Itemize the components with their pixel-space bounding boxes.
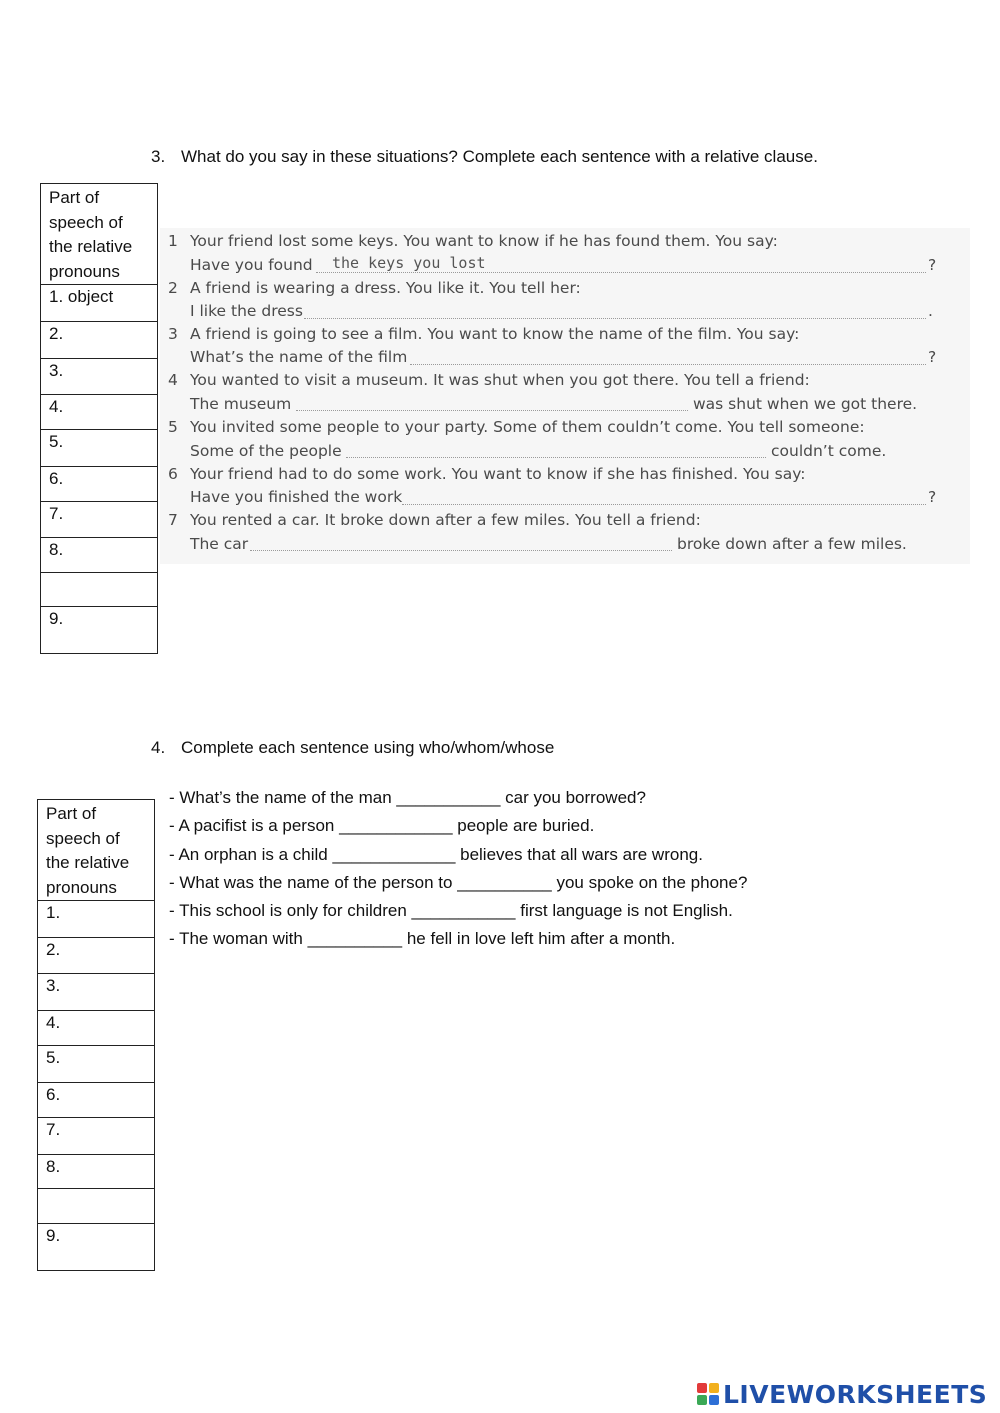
item-number: 7 bbox=[168, 511, 178, 529]
table-header-cell: Part of speech of the relative pronouns bbox=[41, 184, 158, 285]
table-row[interactable]: 1. object bbox=[41, 285, 158, 322]
list-item[interactable]: - What’s the name of the man ___________ car you borrowed? bbox=[169, 788, 646, 807]
table-row[interactable]: 4. bbox=[38, 1011, 155, 1046]
table-row[interactable]: 9. bbox=[41, 607, 158, 654]
exercise-4-heading bbox=[151, 738, 554, 758]
answer-line[interactable] bbox=[346, 457, 766, 458]
table-row[interactable]: 6. bbox=[38, 1083, 155, 1118]
table-row[interactable]: 1. bbox=[38, 901, 155, 938]
item-number: 2 bbox=[168, 279, 178, 297]
item-prefix: The museum bbox=[190, 395, 292, 413]
answer-line[interactable] bbox=[304, 318, 926, 319]
table-header-cell: Part of speech of the relative pronouns bbox=[38, 800, 155, 901]
item-suffix: ? bbox=[928, 348, 937, 366]
item-situation: You rented a car. It broke down after a few miles. You tell a friend: bbox=[190, 511, 701, 529]
table-row[interactable]: 8. bbox=[38, 1155, 155, 1189]
item-suffix: ? bbox=[928, 256, 937, 274]
exercise-3-pronoun-table bbox=[40, 183, 158, 654]
list-item[interactable]: - This school is only for children ___________ first language is not English. bbox=[169, 901, 733, 921]
table-row[interactable]: 7. bbox=[38, 1118, 155, 1155]
item-suffix: ? bbox=[928, 488, 937, 506]
item-number: 1 bbox=[168, 232, 178, 250]
answer-line[interactable] bbox=[296, 410, 688, 411]
table-row[interactable]: 5. bbox=[38, 1046, 155, 1083]
item-situation: You wanted to visit a museum. It was shut when you got there. You tell a friend: bbox=[190, 371, 810, 389]
item-suffix: . bbox=[928, 302, 933, 320]
item-number: 5 bbox=[168, 418, 178, 436]
exercise-4-sentences bbox=[169, 786, 747, 956]
exercise-3-scan bbox=[160, 228, 970, 564]
logo-mark-icon bbox=[697, 1383, 719, 1405]
exercise-4-instruction: Complete each sentence using who/whom/whose bbox=[181, 738, 555, 757]
exercise-4-number: 4. bbox=[151, 738, 166, 757]
liveworksheets-logo bbox=[697, 1378, 987, 1410]
item-situation: Your friend had to do some work. You want to know if she has finished. You say: bbox=[190, 465, 806, 483]
answer-line[interactable] bbox=[316, 272, 926, 273]
answer-line[interactable] bbox=[410, 364, 926, 365]
answer-line[interactable] bbox=[250, 550, 672, 551]
item-suffix: was shut when we got there. bbox=[693, 395, 918, 413]
item-prefix: I like the dress bbox=[190, 302, 303, 320]
item-number: 4 bbox=[168, 371, 178, 389]
item-situation: You invited some people to your party. Some of them couldn’t come. You tell someone: bbox=[190, 418, 865, 436]
list-item[interactable]: - A pacifist is a person ____________ people are buried. bbox=[169, 816, 595, 836]
table-row[interactable]: 2. bbox=[41, 322, 158, 359]
item-prefix: Some of the people bbox=[190, 442, 342, 460]
exercise-3-heading bbox=[151, 147, 818, 167]
item-prefix: The car bbox=[190, 535, 249, 553]
exercise-3-instruction: What do you say in these situations? Complete each sentence with a relative clause. bbox=[181, 147, 818, 166]
table-row[interactable] bbox=[38, 1189, 155, 1224]
table-row[interactable]: 8. bbox=[41, 538, 158, 573]
item-prefix: Have you found bbox=[190, 256, 313, 274]
item-number: 6 bbox=[168, 465, 178, 483]
answer-line[interactable] bbox=[402, 504, 926, 505]
item-prefix: Have you finished the work bbox=[190, 488, 403, 506]
list-item[interactable]: - What was the name of the person to __________ you spoke on the phone? bbox=[169, 872, 748, 892]
table-row[interactable]: 6. bbox=[41, 467, 158, 502]
table-row[interactable]: 3. bbox=[41, 359, 158, 395]
exercise-4-pronoun-table bbox=[37, 799, 155, 1271]
table-row[interactable]: 9. bbox=[38, 1224, 155, 1271]
item-suffix: couldn’t come. bbox=[771, 442, 887, 460]
item-prefix: What’s the name of the film bbox=[190, 348, 408, 366]
list-item[interactable]: - An orphan is a child _____________ believes that all wars are wrong. bbox=[169, 844, 703, 864]
item-suffix: broke down after a few miles. bbox=[677, 535, 907, 553]
table-row[interactable] bbox=[41, 573, 158, 607]
item-situation: A friend is wearing a dress. You like it. You tell her: bbox=[190, 279, 581, 297]
table-row[interactable]: 5. bbox=[41, 430, 158, 467]
item-situation: A friend is going to see a film. You want to know the name of the film. You say: bbox=[190, 325, 800, 343]
brand-name: LIVEWORKSHEETS bbox=[723, 1379, 988, 1409]
item-number: 3 bbox=[168, 325, 178, 343]
table-row[interactable]: 2. bbox=[38, 938, 155, 974]
item-situation: Your friend lost some keys. You want to know if he has found them. You say: bbox=[190, 232, 778, 250]
exercise-3-number: 3. bbox=[151, 147, 166, 166]
table-row[interactable]: 3. bbox=[38, 974, 155, 1011]
table-row[interactable]: 7. bbox=[41, 502, 158, 538]
handwritten-answer: the keys you lost bbox=[332, 254, 486, 272]
list-item[interactable]: - The woman with __________ he fell in love left him after a month. bbox=[169, 929, 676, 949]
table-row[interactable]: 4. bbox=[41, 395, 158, 430]
